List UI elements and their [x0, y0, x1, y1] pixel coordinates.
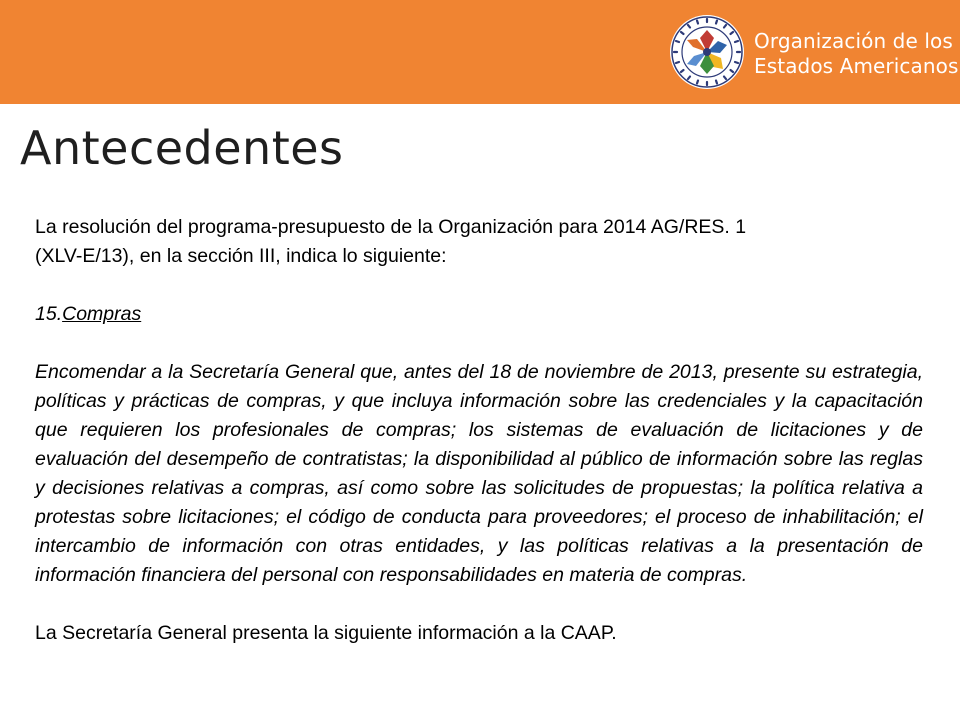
intro-line1: La resolución del programa-presupuesto de la Organización para 2014 AG/RES. 1: [35, 216, 747, 238]
page-title: Antecedentes: [20, 121, 344, 175]
oas-seal-icon: [669, 14, 745, 90]
section-heading: [35, 300, 923, 329]
spacer: [35, 271, 923, 300]
closing-paragraph: La Secretaría General presenta la siguiente información a la CAAP.: [35, 622, 617, 644]
intro-paragraph: [35, 213, 923, 271]
header-band: [0, 0, 960, 104]
section-number: 15.: [35, 303, 63, 325]
org-name: [754, 29, 959, 79]
org-name-line2: Estados Americanos: [754, 54, 959, 78]
slide-content: [35, 213, 923, 648]
spacer: [35, 329, 923, 358]
intro-line2: (XLV-E/13), en la sección III, indica lo siguiente:: [35, 245, 447, 267]
resolution-text: Encomendar a la Secretaría General que, antes del 18 de noviembre de 2013, presente su estrategia, políticas y prácticas de compras, y que incluya información sobre las credenciales y la capacitación que requieren los profesionales de compras; los sistemas de evaluación de licitaciones y de evaluación del desempeño de contratistas; la disponibilidad al público de información sobre las reglas y decisiones relativas a compras, así como sobre las solicitudes de propuestas; la política relativa a protestas sobre licitaciones; el código de conducta para proveedores; el proceso de inhabilitación; el intercambio de información con otras entidades, y las políticas relativas a la presentación de información financiera del personal con responsabilidades en materia de compras.: [35, 361, 923, 586]
spacer: [35, 590, 923, 619]
section-title: Compras: [62, 303, 142, 325]
org-name-line1: Organización de los: [754, 29, 953, 53]
